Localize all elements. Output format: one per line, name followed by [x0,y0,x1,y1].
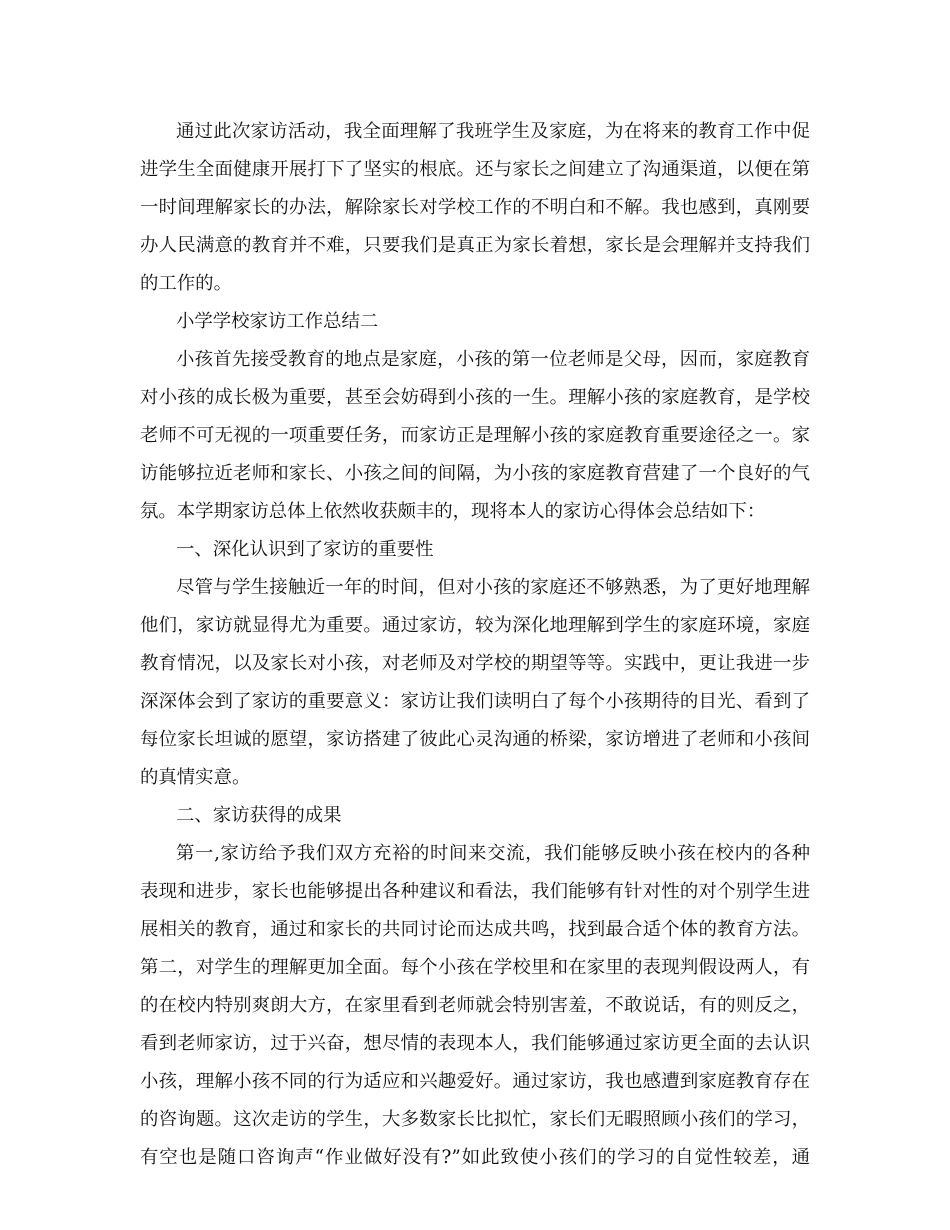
paragraph-2-line-3: 老师不可无视的一项重要任务，而家访正是理解小孩的家庭教育重要途径之一。家 [140,425,810,446]
paragraph-4-line-5: 的在校内特别爽朗大方，在家里看到老师就会特别害羞，不敢说话，有的则反之， [140,995,810,1016]
paragraph-4-line-2: 表现和进步，家长也能够提出各种建议和看法，我们能够有针对性的对个别学生进 [140,881,810,902]
paragraph-4-line-7: 小孩，理解小孩不同的行为适应和兴趣爱好。通过家访，我也感遭到家庭教育存在 [140,1071,810,1092]
paragraph-4-line-4: 第二，对学生的理解更加全面。每个小孩在学校里和在家里的表现判假设两人，有 [140,957,810,978]
paragraph-4-line-3: 展相关的教育，通过和家长的共同讨论而达成共鸣，找到最合适个体的教育方法。 [140,919,810,940]
paragraph-3-line-6: 的真情实意。 [140,767,251,788]
paragraph-1-line-5: 的工作的。 [140,273,232,294]
paragraph-3-line-2: 他们，家访就显得尤为重要。通过家访，较为深化地理解到学生的家庭环境，家庭 [140,615,810,636]
section-title: 小学学校家访工作总结二 [176,311,379,332]
paragraph-3-line-5: 每位家长坦诚的愿望，家访搭建了彼此心灵沟通的桥梁，家访增进了老师和小孩间 [140,729,810,750]
paragraph-4-line-9: 有空也是随口咨询声“作业做好没有?”如此致使小孩们的学习的自觉性较差，通 [140,1147,810,1168]
paragraph-3-line-4: 深深体会到了家访的重要意义：家访让我们读明白了每个小孩期待的目光、看到了 [140,691,810,712]
paragraph-3-line-3: 教育情况，以及家长对小孩，对老师及对学校的期望等等。实践中，更让我进一步 [140,653,810,674]
subheading-1: 一、深化认识到了家访的重要性 [176,539,434,560]
paragraph-1-line-2: 进学生全面健康开展打下了坚实的根底。还与家长之间建立了沟通渠道，以便在第 [140,159,810,180]
paragraph-2-line-2: 对小孩的成长极为重要，甚至会妨碍到小孩的一生。理解小孩的家庭教育，是学校 [140,387,810,408]
paragraph-2-line-4: 访能够拉近老师和家长、小孩之间的间隔，为小孩的家庭教育营建了一个良好的气 [140,463,810,484]
paragraph-1-line-1: 通过此次家访活动，我全面理解了我班学生及家庭，为在将来的教育工作中促 [176,121,810,142]
paragraph-2-line-1: 小孩首先接受教育的地点是家庭，小孩的第一位老师是父母，因而，家庭教育 [176,349,810,370]
paragraph-2-line-5: 氛。本学期家访总体上依然收获颇丰的，现将本人的家访心得体会总结如下： [140,501,766,522]
paragraph-4-line-8: 的咨询题。这次走访的学生，大多数家长比拟忙，家长们无暇照顾小孩们的学习， [140,1109,810,1130]
paragraph-4-line-6: 看到老师家访，过于兴奋，想尽情的表现本人，我们能够通过家访更全面的去认识 [140,1033,810,1054]
paragraph-1-line-4: 办人民满意的教育并不难，只要我们是真正为家长着想，家长是会理解并支持我们 [140,235,810,256]
paragraph-3-line-1: 尽管与学生接触近一年的时间，但对小孩的家庭还不够熟悉，为了更好地理解 [176,577,810,598]
paragraph-4-line-1: 第一,家访给予我们双方充裕的时间来交流，我们能够反映小孩在校内的各种 [176,843,810,864]
subheading-2: 二、家访获得的成果 [176,805,342,826]
paragraph-1-line-3: 一时间理解家长的办法，解除家长对学校工作的不明白和不解。我也感到，真刚要 [140,197,810,218]
